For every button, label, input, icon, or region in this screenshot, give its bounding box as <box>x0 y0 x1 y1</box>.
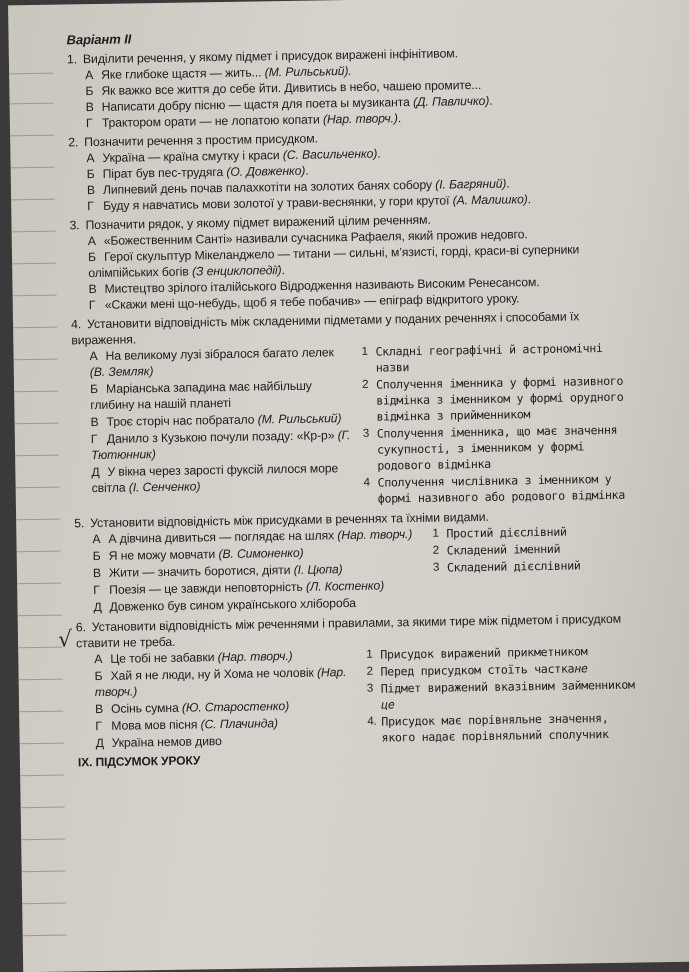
answer-item[interactable]: 3 Підмет виражений вказівним займенником це <box>366 677 635 712</box>
sentence-item[interactable]: Д Довженко був сином українського хлібороба <box>93 595 356 615</box>
option[interactable]: Б Пірат був пес-трудяга (О. Довженко). <box>86 163 309 182</box>
answer-item[interactable]: 2 Сполучення іменника у формі називного відмінка з іменником у формі орудного відмінка з прийменником <box>361 373 624 424</box>
task-4 <box>71 307 644 512</box>
option[interactable]: Г «Скажи мені що-небудь, щоб я тебе побачив» — епіграф відкритого уроку. <box>88 291 520 313</box>
option[interactable]: В Написати добру пісню — щастя для поета ы музиканта (Д. Павличко). <box>85 93 493 115</box>
sentence-item[interactable]: Г Поезія — це завжди неповторність (Л. Костенко) <box>93 578 385 598</box>
task-2-question: 2. Позначити речення з простим присудком. <box>68 131 318 150</box>
sentence-item[interactable]: Д Україна немов диво <box>95 734 222 751</box>
task-2 <box>68 125 639 214</box>
task-5 <box>74 506 646 616</box>
sentence-item[interactable]: В Троє сторіч нас побратало (М. Рильський) <box>90 411 342 430</box>
sentence-item[interactable]: А А дівчина дивиться — поглядає на шлях (Нар. творч.) <box>92 527 413 547</box>
task-3-question: 3. Позначити рядок, у якому підмет виражений цілим реченням. <box>69 212 431 233</box>
option[interactable]: В Мистецтво зрілого італійського Відродження називають Високим Ренесансом. <box>88 275 540 297</box>
answer-item[interactable]: 1 Простий дієслівний <box>432 524 567 541</box>
sentence-item[interactable]: Б Маріанська западина має найбільшу глибину на нашій планеті <box>89 378 312 413</box>
answer-item[interactable]: 2 Перед присудком стоїть частка не <box>366 661 588 679</box>
section-footer-heading: IX. ПІДСУМОК УРОКУ <box>77 753 201 770</box>
answer-item[interactable]: 2 Складений іменний <box>432 541 561 558</box>
worksheet <box>66 23 648 770</box>
option[interactable]: А Яке глибоке щастя — жить... (М. Рильський). <box>85 63 352 83</box>
option[interactable]: А Україна — країна смутку і краси (С. Васильченко). <box>86 146 381 166</box>
task-5-question: 5. Установити відповідність між присудками в реченнях та їхніми видами. <box>74 509 489 531</box>
sentence-item[interactable]: В Жити — значить боротися, діяти (І. Цюпа) <box>92 562 343 581</box>
task-6 <box>76 610 648 752</box>
option[interactable]: В Липневий день почав палахкотіти на золотих банях собору (І. Багряний). <box>86 176 510 198</box>
option[interactable]: Б Як важко все життя до себе йти. Дивитись в небо, чашею промите... <box>85 77 482 99</box>
sentence-item[interactable]: Д У вікна через зарості фуксій лилося море світла (І. Сенченко) <box>91 461 339 496</box>
answer-item[interactable]: 3 Сполучення іменника, що має значення сукупності, з іменником у формі родового відмінка <box>362 422 618 473</box>
answer-item[interactable]: 4. Присудок має порівняльне значення, якого надає порівняльний сполучник <box>367 711 609 745</box>
answer-item[interactable]: 1 Присудок виражений прикметником <box>366 644 588 662</box>
answer-item[interactable]: 3 Складений дієслівний <box>432 558 581 575</box>
handwritten-check-mark: √ <box>57 627 73 653</box>
sentence-item[interactable]: Б Хай я не люди, ну й Хома не чоловік (Нар. творч.) <box>94 665 347 700</box>
sentence-item[interactable]: А Це тобі не забавки (Нар. творч.) <box>94 648 293 667</box>
task-4-question: 4. Установити відповідність між складеними підметами у поданих реченнях і способами їх вираження. <box>70 309 580 348</box>
sentence-item[interactable]: Г Мова мов пісня (С. Плачинда) <box>95 716 279 734</box>
textbook-page <box>8 0 689 972</box>
option[interactable]: Г Трактором орати — не лопатою копати (Нар. творч.). <box>85 111 402 131</box>
task-1-question: 1. Виділити речення, у якому підмет і присудок виражені інфінітивом. <box>66 46 459 67</box>
sentence-item[interactable]: В Осінь сумна (Ю. Старостенко) <box>94 699 290 717</box>
answer-item[interactable]: 4 Сполучення числівника з іменником у формі називного або родового відмінка <box>363 471 626 506</box>
task-6-question: 6. Установити відповідність між реченнями і правилами, за якими тире між підметом і присудком ставити не треба. <box>75 611 622 651</box>
sentence-item[interactable]: А На великому лузі зібралося багато лелек (В. Земляк) <box>89 345 334 380</box>
option[interactable]: Б Герої скульптур Мікеланджело — титани — сильні, м’язисті, горді, краси-ві суперники олімпійських богів (З енциклопедії). <box>87 242 580 281</box>
variant-title: Варіант ІІ <box>66 31 132 48</box>
task-1 <box>67 42 638 131</box>
sentence-item[interactable]: Г Данило з Кузькою почули позаду: «Кр-р» (Г. Тютюнник) <box>90 428 351 463</box>
answer-item[interactable]: 1 Складні географічні й астрономічні назви <box>361 341 603 375</box>
task-3 <box>69 208 640 313</box>
option[interactable]: Г Буду я навчатись мови золотої у трави-веснянки, у гори крутої (А. Малишко). <box>87 192 532 214</box>
sentence-item[interactable]: Б Я не можу мовчати (В. Симоненко) <box>92 545 304 564</box>
option[interactable]: А «Божественним Санті» називали сучасника Рафаеля, який прожив недовго. <box>87 227 528 249</box>
